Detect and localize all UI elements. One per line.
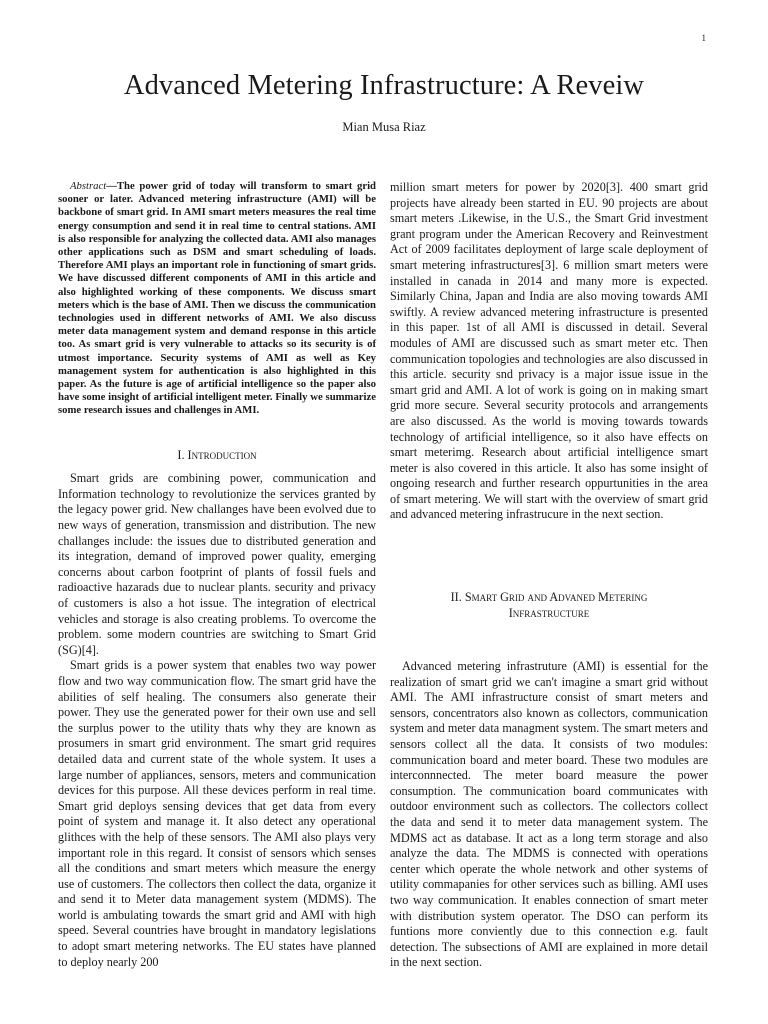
abstract-lead: Abstract [70, 180, 107, 192]
abstract [58, 180, 376, 418]
author-name: Mian Musa Riaz [342, 120, 426, 134]
page-number: 1 [701, 33, 706, 43]
intro-paragraph-2: Smart grids is a power system that enables two way power flow and two way communication flow. The smart grid have the abilities of self healing. The consumers also generate their power. They use the generated power for their own use and sell the surplus power to the utility thats why they are known as prosumers in smart grid environment. The smart grid requires detailed data and current state of the whole system. It uses a large number of appliances, sensors, meters and communication devices for this purpose. All these devices perform in real time. Smart grid deploys sensing devices that get data from every point of system and manage it. It also detect any operational glithces with the help of these sensors. The AMI also plays very important role in this regard. It consist of sensors which senses all the conditions and smart meters which measure the energy use of customers. The collectors then collect the data, organize it and send it to Meter data management system (MDMS). The world is ambulating towards the smart grid and AMI with high speed. Several countries have brought in mandatory legislations to adopt smart metering networks. The EU states have planned to deploy nearly 200 [58, 658, 376, 969]
left-column [58, 180, 376, 970]
right-column [390, 180, 708, 971]
intro-paragraph-3: million smart meters for power by 2020[3]. 400 smart grid projects have already been started in EU. 90 projects are about smart meters .Likewise, in the U.S., the Smart Grid investment grant program under the American Recovery and Reinvestment Act of 2009 facilitates deployment of large scale deployment of smart metering infrastructures[3]. 6 million smart meters were installed in canada in 2014 and many more is expected. Similarly China, Japan and India are also moving towards AMI swiftly. A review advanced metering infrastructure is presented in this paper. 1st of all AMI is discussed in detail. Several modules of AMI are discussed such as smart meter etc. Then communication topologies and technologies are also discussed in this article. security snd privacy is a major issue issue in the smart grid and AMI. A lot of work is going on in making smart grid more secure. Several security protocols and arrangements are also discussed. As the world is moving towards towards technology of artificial intelligence, so it also have effects on smart meterimg. Research about artificial intelligence smart meter is also covered in this article. It also has some insight of ongoing research and further research oppurtunities in the area of smart metering. We will start with the overview of smart grid and advanced metering infrastrucure in the next section. [390, 180, 708, 522]
section-1-heading: I. Introduction [177, 447, 257, 462]
intro-paragraph-1: Smart grids are combining power, communication and Information technology to revolutionize the services granted by the legacy power grid. New challanges have been evolved due to new ways of generation, transmission and distribution. The new challanges include: the issues due to distributed generation and its integration, demand of improved power quality, emerging concerns about carbon footprint of plants of fossil fuels and radioactive hazarads due to nuclear plants. security and privacy of customers is also a hot issue. The integration of electrical vehicles and storage is also creating problems. To overcome the problem. some modern countries are switching to Smart Grid (SG)[4]. [58, 471, 376, 657]
section-2-paragraph-1: Advanced metering infrastruture (AMI) is essential for the realization of smart grid we can't imagine a smart grid without AMI. The AMI infrastructure consist of smart meters and sensors, concentrators also known as collectors, communication system and meter data managment system. The smart meters and sensors collect all the data. It consists of two modules: communication board and meter board. These two modules are interconnnected. The meter board measure the power consumption. The communication board communicates with outdoor environment such as collectors. The collectors collect the data and send it to meter data management system. The MDMS act as database. It act as a long term storage and also analyze the data. The MDMS is connected with operations center which operate the whole network and other systems of utility commapanies for other services such as billing. AMI uses two way communication. It enables connection of smart meter with distribution system operator. The DSO can perform its funtions more conviently due to this connection e.g. fault detection. The subsections of AMI are explained in more detail in the next section. [390, 659, 708, 970]
section-2-heading [390, 589, 708, 621]
section-2-heading-line-2: Infrastructure [508, 606, 590, 621]
section-2-heading-line-1: II. Smart Grid and Advaned Metering [450, 590, 648, 605]
abstract-text: —The power grid of today will transform to smart grid sooner or later. Advanced metering infrastructure (AMI) will be backbone of smart grid. In AMI smart meters measures the real time energy consumption and send it in real time to central stations. AMI is also responsible for analyzing the collected data. AMI also manages other applications such as DSM and smart scheduling of loads. Therefore AMI plays an important role in functioning of smart grids. We have discussed different components of AMI in this article and also highlighted working of these components. We discuss smart meters which is the base of AMI. Then we discuss the communication technologies used in different networks of AMI. We also discuss meter data management system and demand response in this article too. As smart grid is very vulnerable to attacks so its security is of utmost importance. Security systems of AMI as well as Key management system for authentication is also highlighted in this paper. As the future is age of artificial intelligence so the paper also have some insight of artificial intelligent meter. Finally we summarize some research issues and challenges in AMI. [58, 180, 376, 417]
paper-title: Advanced Metering Infrastructure: A Reveiw [123, 70, 645, 101]
